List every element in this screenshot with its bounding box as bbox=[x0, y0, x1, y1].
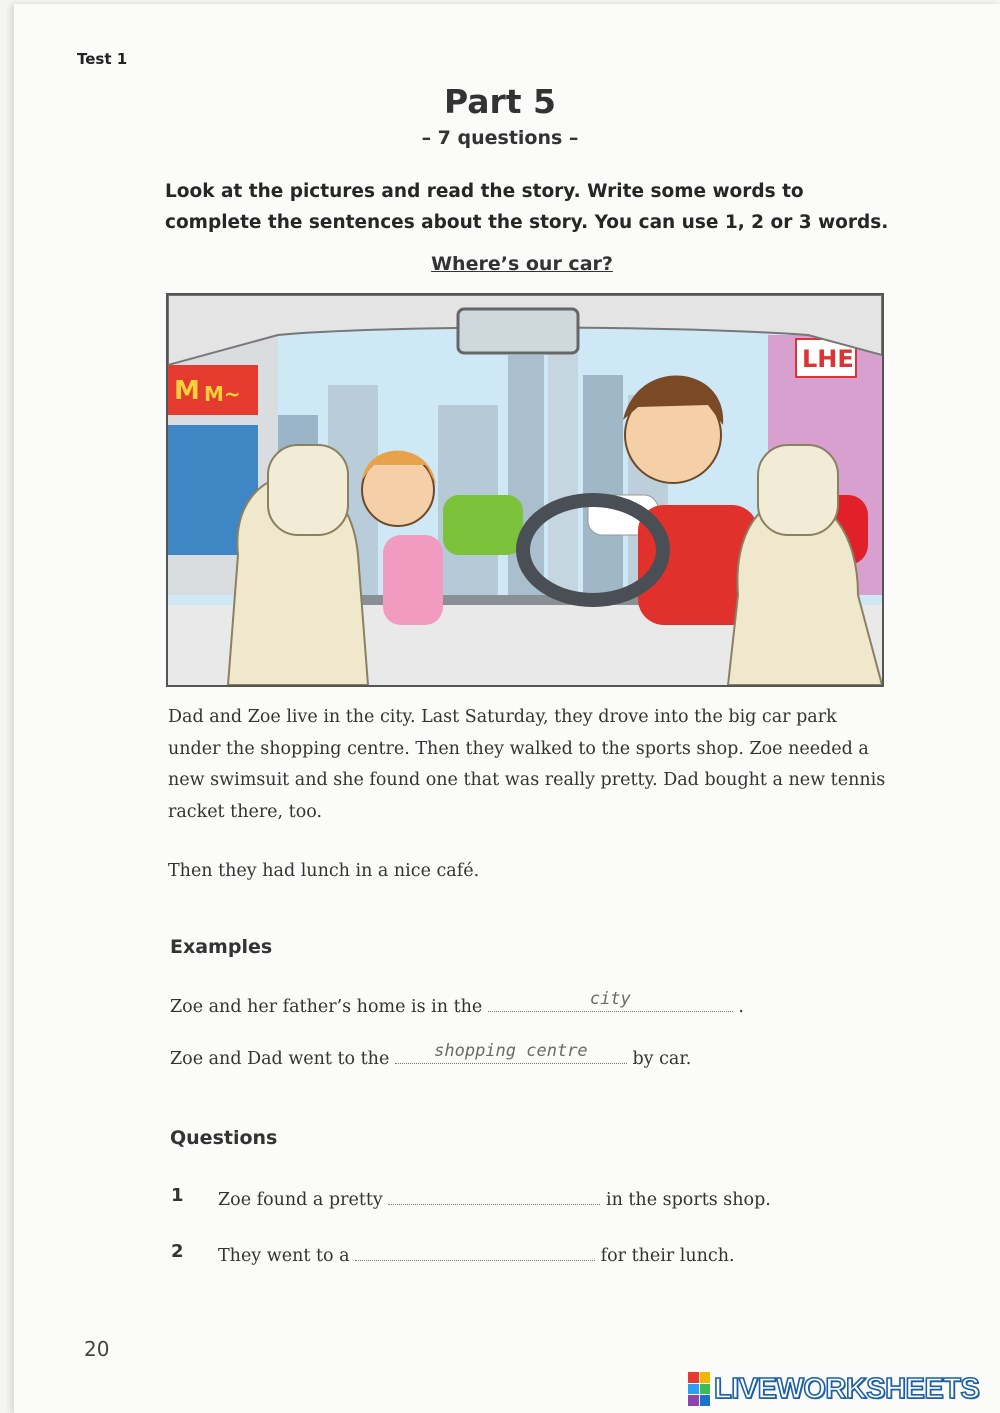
left-shop-logo: M~ bbox=[204, 382, 241, 406]
question-2 bbox=[218, 1240, 735, 1266]
example-2 bbox=[170, 1043, 691, 1069]
part-subtitle: – 7 questions – bbox=[421, 127, 579, 149]
question-1-before: Zoe found a pretty bbox=[218, 1190, 383, 1210]
question-2-after: for their lunch. bbox=[600, 1246, 735, 1266]
question-1-number: 1 bbox=[171, 1185, 184, 1206]
question-2-answer-field[interactable] bbox=[355, 1240, 595, 1261]
question-2-before: They went to a bbox=[218, 1246, 350, 1266]
story-paragraph-2: Then they had lunch in a nice café. bbox=[168, 861, 480, 881]
question-1 bbox=[218, 1184, 771, 1210]
question-1-answer-field[interactable] bbox=[388, 1184, 600, 1205]
test-label: Test 1 bbox=[77, 50, 128, 68]
example-2-blank bbox=[395, 1043, 627, 1064]
example-1-blank bbox=[488, 991, 733, 1012]
example-2-answer: shopping centre bbox=[434, 1041, 588, 1061]
logo-text: LIVEWORKSHEETS bbox=[714, 1372, 980, 1405]
story-illustration bbox=[166, 293, 884, 687]
page-number: 20 bbox=[84, 1337, 110, 1361]
example-1-after: . bbox=[738, 997, 744, 1017]
example-1-answer: city bbox=[589, 989, 631, 1009]
instructions: Look at the pictures and read the story. Write some words to complete the sentences about the story. You can use 1, 2 or 3 words. bbox=[165, 181, 889, 233]
liveworksheets-logo bbox=[688, 1370, 979, 1408]
question-1-after: in the sports shop. bbox=[605, 1190, 771, 1210]
left-shop-sign: M bbox=[174, 376, 200, 406]
example-1 bbox=[170, 991, 744, 1017]
logo-mark-icon bbox=[688, 1372, 710, 1406]
story-paragraph-1: Dad and Zoe live in the city. Last Saturday, they drove into the big car park under the shopping centre. Then they walked to the sports shop. Zoe needed a new swimsuit and she found one that was really pretty. Dad bought a new tennis racket there, too. bbox=[168, 707, 886, 822]
example-2-after: by car. bbox=[632, 1049, 692, 1069]
questions-heading: Questions bbox=[170, 1127, 278, 1149]
story-text bbox=[168, 702, 888, 888]
example-2-before: Zoe and Dad went to the bbox=[170, 1049, 390, 1069]
example-1-before: Zoe and her father’s home is in the bbox=[170, 997, 483, 1017]
examples-heading: Examples bbox=[170, 936, 273, 958]
part-title: Part 5 bbox=[443, 82, 557, 121]
question-2-number: 2 bbox=[171, 1241, 184, 1262]
story-title: Where’s our car? bbox=[431, 253, 613, 275]
right-shop-sign: LHE bbox=[802, 345, 854, 373]
